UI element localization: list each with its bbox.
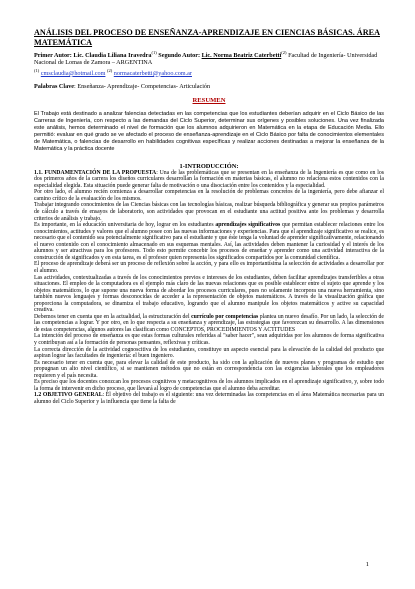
keywords-line: [34, 83, 384, 90]
paragraph: Es importante, en la educación universitaria de hoy, lograr en los estudiantes aprendizajes significativos que permitan establecer relaciones entre los conocimientos, actitudes y valores que el alumno posee con las nuevas informaciones y experiencias. Para que el aprendizaje significativo se realice, es necesario que el contenido sea potencialmente significativo para el estudiante y que éste tenga la voluntad de aprender significativamente, relacionando el nuevo contenido con el conocimiento almacenado en sus esquemas mentales. Así, las actividades deben mantener la curiosidad y el interés de los alumnos y ser atractivas para los profesores. Todo esto permite concebir los procesos de enseñar y aprender como una actividad interactiva de la construcción de significados y en esta tarea, es el profesor quien representa los significados compartidos por la comunidad científica.: [34, 222, 384, 261]
author1-sup: (1): [151, 50, 157, 55]
email1-link[interactable]: cmsclaudia@hotmail.com: [40, 69, 106, 77]
email1-sup: (1): [34, 67, 40, 73]
author2-sup: (2): [281, 50, 287, 55]
intro-heading: 1-INTRODUCCIÓN:: [179, 162, 239, 170]
document-page: [34, 28, 384, 405]
paper-title: ANÁLISIS DEL PROCESO DE ENSEÑANZA-APRENDIZAJE EN CIENCIAS BÁSICAS. ÁREA MATEMÁTICA: [34, 28, 380, 47]
affiliation: Facultad de Ingeniería- Universidad Nacional de Lomas de Zamora – ARGENTINA: [34, 52, 378, 67]
keywords-value: : Enseñanza- Aprendizaje- Competencias- Articulación: [74, 83, 211, 91]
objetivo-lead: 1.2 OBJETIVO GENERAL: [34, 392, 103, 399]
paragraph: El proceso de aprendizaje deberá ser un proceso de reflexión sobre la acción, y para ello es importantísima la selección de actividades a desarrollar por el alumno.: [34, 261, 384, 274]
paragraph: Las actividades, contextualizadas a través de los conocimientos previos e intereses de los estudiantes, deben facilitar aprendizajes transferibles a otras situaciones. El empleo de la computadora es el ejemplo más claro de las nuevas relaciones que es posible establecer entre el sujeto que aprende y los objetos matemáticos, lo que supone una nueva forma de abordar los procesos curriculares, pues no solamente incorpora una nueva herramienta, sino también nuevos lenguajes y formas desconocidas de acceder a la representación de objetos matemáticos. A través de la visualización gráfica que proporciona la computadora, se dinamiza el trabajo educativo, logrando que el alumno manipule los objetos matemáticos y active su capacidad creativa.: [34, 274, 384, 314]
bold-term: aprendizajes significativos: [215, 222, 281, 229]
page-number: 1: [365, 561, 369, 568]
paragraph-objetivo: 1.2 OBJETIVO GENERAL: El objetivo del trabajo es el siguiente: una vez determinadas las competencias en el área Matemática necesarias para un alumno del Ciclo Superior y la influencia que tiene la falta de: [34, 392, 384, 405]
resumen-heading: RESUMEN: [192, 97, 226, 105]
paragraph: Trabajar integrando conocimientos de las Ciencias básicas con las tecnologías básicas, realizar búsqueda bibliográfica y generar sus propios parámetros de cálculo a través de ensayos de laboratorio, son actividades que provocan en el estudiante una actitud positiva ante los problemas y desarrolla criterios de análisis y trabajo.: [34, 202, 384, 222]
body-text: [34, 170, 384, 406]
paragraph: Debemos tener en cuenta que en la actualidad, la estructuración del currículo por competencias plantea un nuevo desafío. Por un lado, la selección de las competencias a lograr. Y por otro, en lo que respecta a su enseñanza y aprendizaje, las estrategias que favorezcan su desarrollo. A las dimensiones de estas competencias, algunos autores las clasifican como CONCEPTOS, PROCEDIMIENTOS Y ACTITUDES: [34, 313, 384, 333]
author1-name: Lic. Claudia Liliana Iravedra: [73, 52, 152, 60]
paragraph: Es necesario tener en cuenta que, para elevar la calidad de este producto, ha sido con la aplicación de nuevos planes y programas de estudio que propugnan un alto nivel científico, si se mantienen métodos que no están en correspondencia con las exigencias laborales que los empleadores requieren y el país necesita.: [34, 359, 384, 379]
authors-block: [34, 49, 384, 77]
paragraph-fundamentacion: 1.1. FUNDAMENTACIÓN DE LA PROPUESTA: Una de las problemáticas que se presentan en la enseñanza de la Ingeniería es que como en los dos primeros años de la carrera los diseños curriculares desarrollan la formación en materias básicas, el alumno no relaciona estos contenidos con la especialidad elegida. Esta situación puede generar falta de motivación o una disociación entre los contenidos y la especialidad.: [34, 169, 384, 189]
email2-sup: (2): [106, 67, 113, 73]
author1-prefix: Primer Autor:: [34, 52, 74, 60]
paragraph: La correcta dirección de la actividad cognoscitiva de los estudiantes, constituye un aspecto esencial para la elevación de la calidad del producto que aspiran lograr las facultades de ingeniería: el buen ingeniero.: [34, 346, 384, 360]
paragraph: La intención del proceso de enseñanza es que estas formas culturales referidas al "saber hacer", sean adquiridas por los alumnos de forma significativa y contribuyan así a la formación de personas pensantes, reflexivas y críticas.: [34, 333, 384, 346]
abstract-text: El Trabajo está destinado a analizar falencias detectadas en las competencias que los estudiantes deberían adquirir en el Ciclo Básico de las Carreras de Ingeniería, con respecto a las demandas del Ciclo Superior, determinar sus orígenes y posibles soluciones. Una vez finalizada este análisis, hemos determinado el nivel de formación que los alumnos adquirieron en Matemática en la etapa de Educación Media. Ello permitió: evaluar en qué grado se ve afectado el proceso de enseñanza-aprendizaje en el Ciclo Básico por falta de conocimientos elementales de Matemática, o falencias de desarrollo en habilidades cognitivas específicas y realizar acciones destinadas a mejorar la enseñanza de la Matemática y la práctica docente: [34, 111, 384, 152]
author2-prefix: Segundo Autor:: [156, 52, 202, 60]
paragraph: Por otro lado, el alumno recién comienza a desarrollar competencias en la resolución de problemas concretos de la ingeniería, pero debe afianzar el camino crítico de la evaluación de los mismos.: [34, 189, 384, 202]
author2-name: Lic. Norma Beatriz Caterbetti: [201, 52, 282, 60]
paragraph: Es preciso que los docentes conozcan los procesos cognitivos y metacognitivos de los alumnos implicados en el aprendizaje significativo, y, sobre todo la forma de intervenir en dicho proceso, que llevará al logro de competencias que el alumno deba acreditar.: [34, 379, 384, 392]
keywords-label: Palabras Clave: [34, 83, 75, 91]
bold-term: currículo por competencias: [191, 313, 259, 320]
fundamentacion-lead: 1.1. FUNDAMENTACIÓN DE LA PROPUESTA: [34, 169, 157, 176]
email2-link[interactable]: normacaterbetti@yahoo.com.ar: [113, 69, 192, 77]
